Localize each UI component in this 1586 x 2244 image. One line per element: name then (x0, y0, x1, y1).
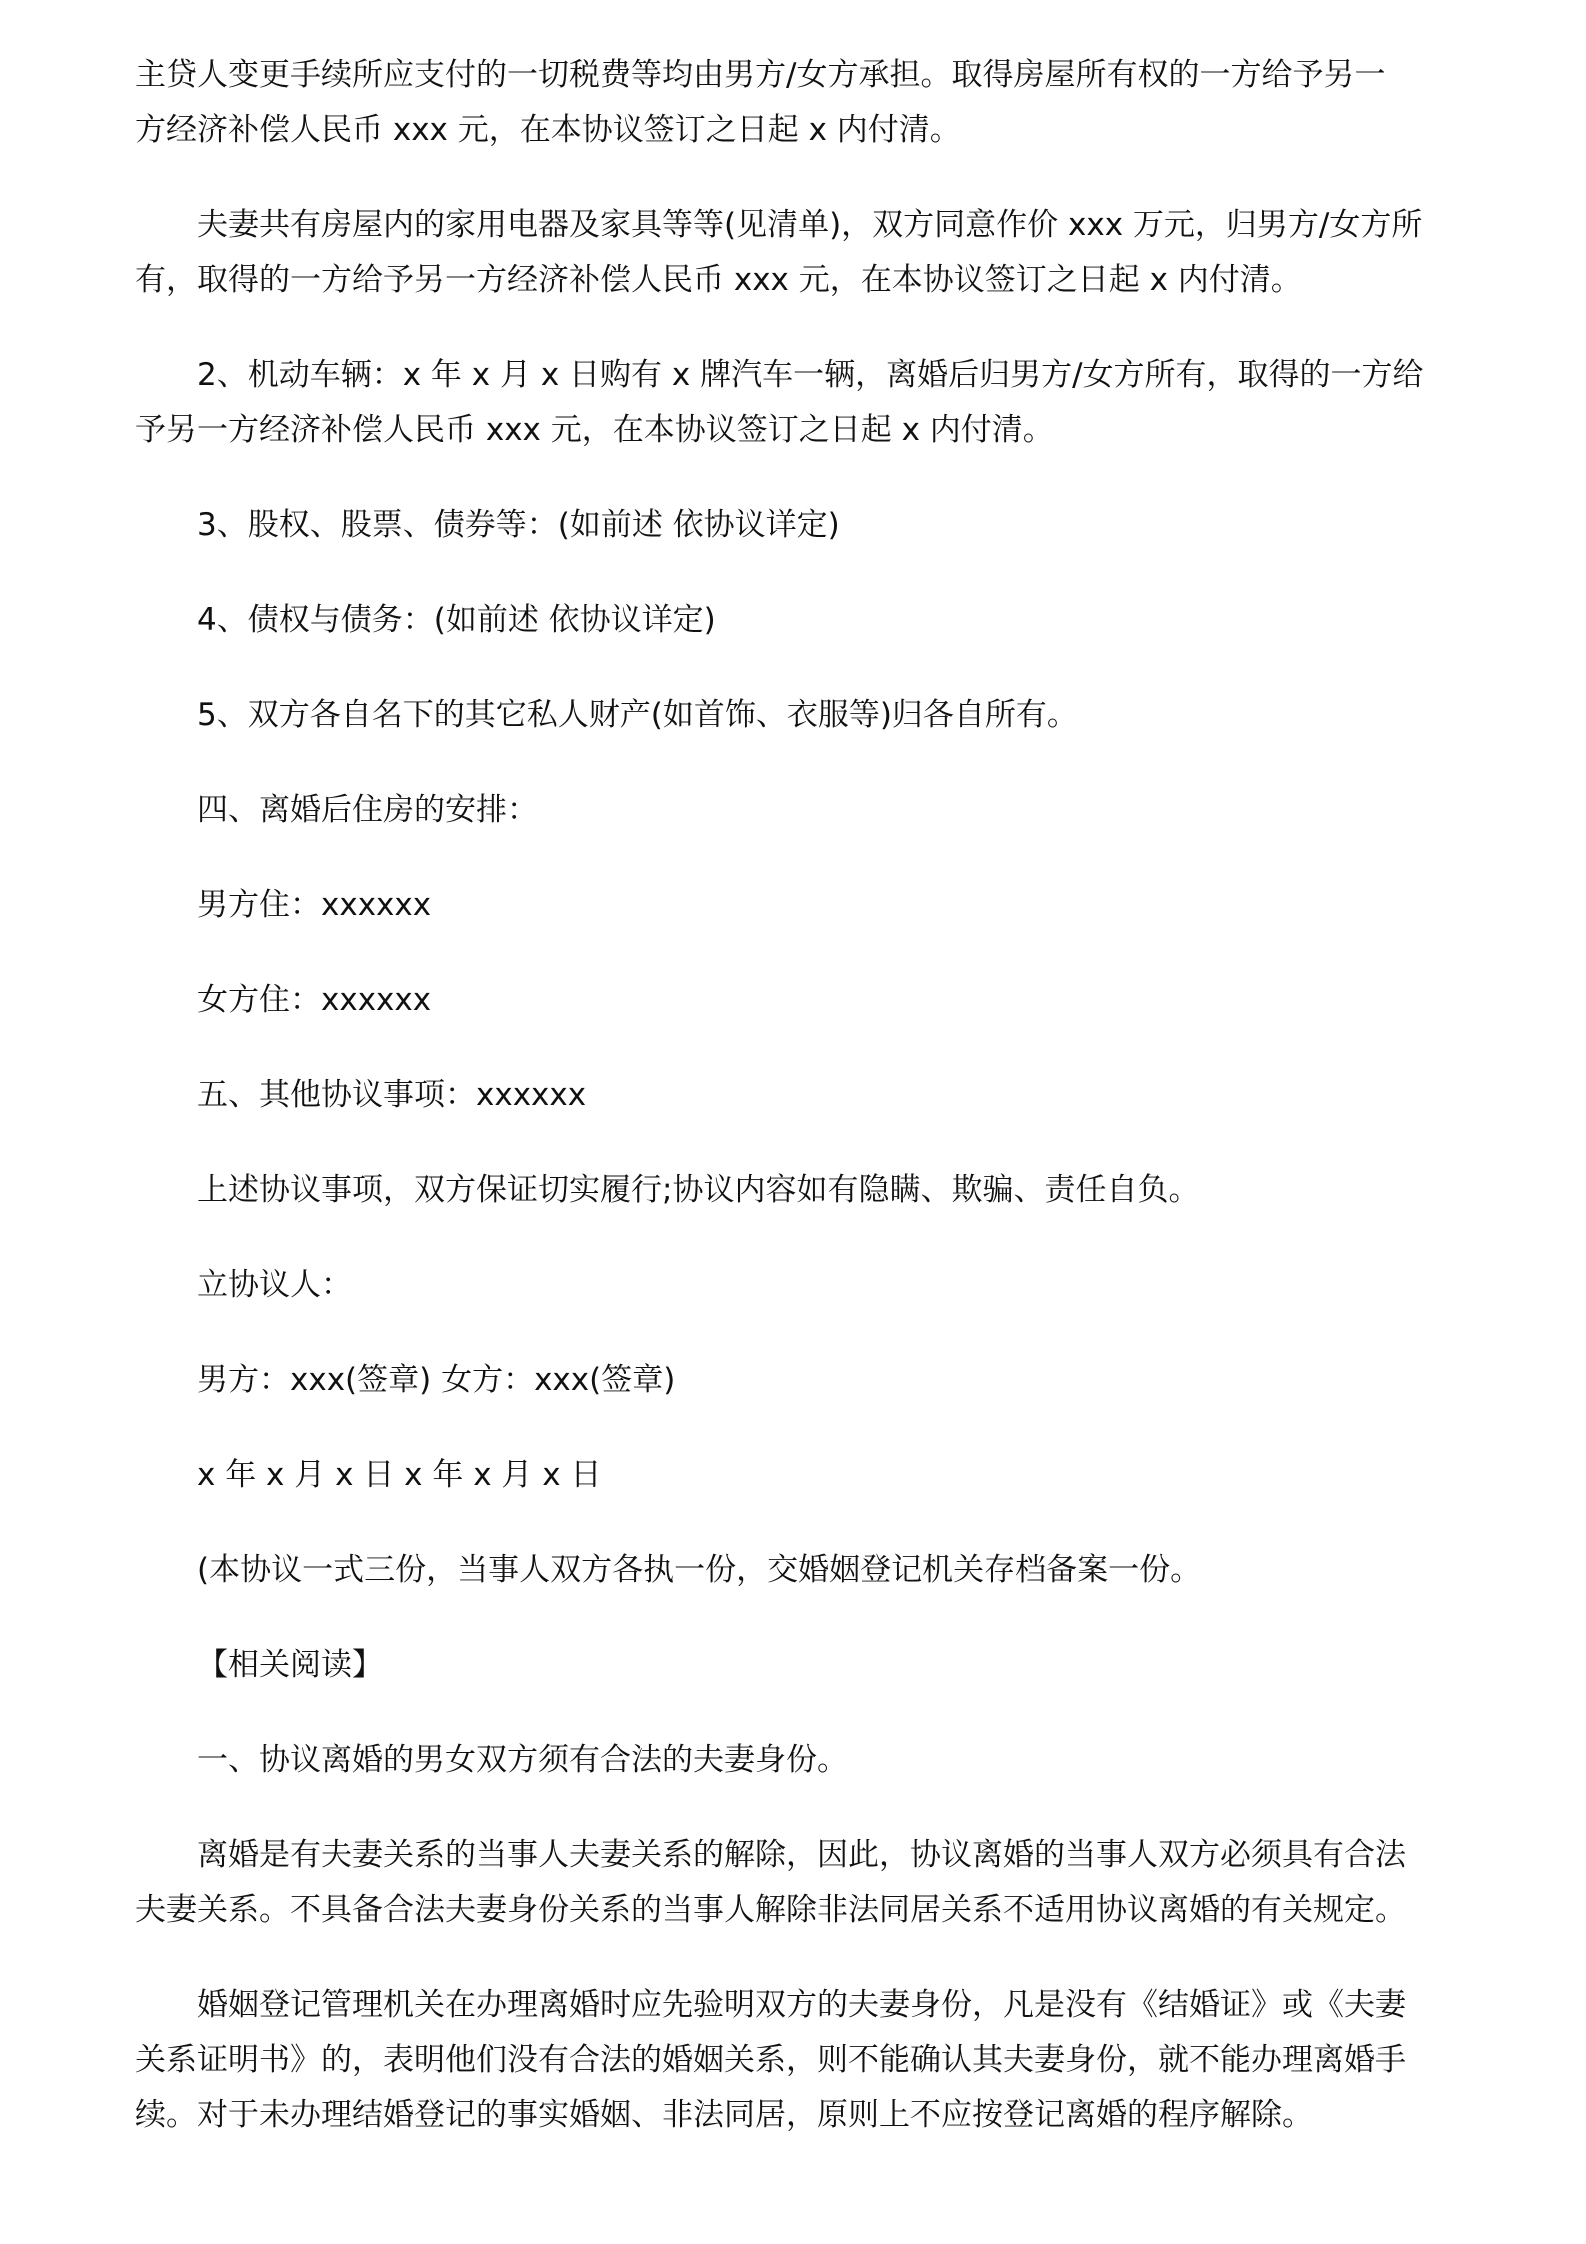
text-line: 续。对于未办理结婚登记的事实婚姻、非法同居，原则上不应按登记离婚的程序解除。 (135, 2097, 1313, 2133)
paragraph-equity (135, 498, 1456, 553)
text-line: 婚姻登记管理机关在办理离婚时应先验明双方的夫妻身份，凡是没有《结婚证》或《夫妻 (197, 1987, 1406, 2023)
paragraph-wife-residence (135, 973, 1456, 1028)
text-line: (本协议一式三份，当事人双方各执一份，交婚姻登记机关存档备案一份。 (197, 1552, 1202, 1588)
text-line: 4、债权与债务：(如前述 依协议详定) (197, 602, 716, 638)
text-line: 3、股权、股票、债券等：(如前述 依协议详定) (197, 507, 840, 543)
paragraph-dates (135, 1448, 1456, 1503)
text-line: 夫妻共有房屋内的家用电器及家具等等(见清单)，双方同意作价 xxx 万元，归男方/女方所 (197, 207, 1423, 243)
paragraph-copies-note (135, 1543, 1456, 1598)
section-heading-other-matters (135, 1068, 1456, 1123)
text-line: 女方住：xxxxxx (197, 982, 432, 1018)
paragraph-signatories (135, 1258, 1456, 1313)
text-line: 离婚是有夫妻关系的当事人夫妻关系的解除，因此，协议离婚的当事人双方必须具有合法 (197, 1837, 1406, 1873)
paragraph-registration-authority (135, 1978, 1456, 2143)
text-line: 【相关阅读】 (197, 1647, 383, 1683)
paragraph-husband-residence (135, 878, 1456, 933)
paragraph-house-compensation (135, 48, 1456, 158)
section-heading-legal-status (135, 1733, 1456, 1788)
text-line: 男方：xxx(签章) 女方：xxx(签章) (197, 1362, 676, 1398)
text-line: 关系证明书》的，表明他们没有合法的婚姻关系，则不能确认其夫妻身份，就不能办理离婚手 (135, 2042, 1406, 2078)
text-line: 予另一方经济补偿人民币 xxx 元，在本协议签订之日起 x 内付清。 (135, 412, 1054, 448)
paragraph-appliances (135, 198, 1456, 308)
text-line: 上述协议事项，双方保证切实履行;协议内容如有隐瞒、欺骗、责任自负。 (197, 1172, 1200, 1208)
text-line: 2、机动车辆：x 年 x 月 x 日购有 x 牌汽车一辆，离婚后归男方/女方所有，取得的一方给 (197, 357, 1424, 393)
text-line: 男方住：xxxxxx (197, 887, 432, 923)
text-line: 方经济补偿人民币 xxx 元，在本协议签订之日起 x 内付清。 (135, 112, 961, 148)
section-heading-housing (135, 783, 1456, 838)
paragraph-divorce-definition (135, 1828, 1456, 1938)
text-line: 四、离婚后住房的安排： (197, 792, 538, 828)
paragraph-guarantee (135, 1163, 1456, 1218)
text-line: 主贷人变更手续所应支付的一切税费等均由男方/女方承担。取得房屋所有权的一方给予另一 (135, 57, 1386, 93)
section-heading-related-reading (135, 1638, 1456, 1693)
text-line: x 年 x 月 x 日 x 年 x 月 x 日 (197, 1457, 602, 1493)
text-line: 立协议人： (197, 1267, 352, 1303)
text-line: 一、协议离婚的男女双方须有合法的夫妻身份。 (197, 1742, 848, 1778)
text-line: 5、双方各自名下的其它私人财产(如首饰、衣服等)归各自所有。 (197, 697, 1078, 733)
text-line: 五、其他协议事项：xxxxxx (197, 1077, 587, 1113)
text-line: 夫妻关系。不具备合法夫妻身份关系的当事人解除非法同居关系不适用协议离婚的有关规定。 (135, 1892, 1406, 1928)
paragraph-signatures (135, 1353, 1456, 1408)
paragraph-vehicle (135, 348, 1456, 458)
text-line: 有，取得的一方给予另一方经济补偿人民币 xxx 元，在本协议签订之日起 x 内付清。 (135, 262, 1302, 298)
paragraph-debts (135, 593, 1456, 648)
paragraph-private-property (135, 688, 1456, 743)
